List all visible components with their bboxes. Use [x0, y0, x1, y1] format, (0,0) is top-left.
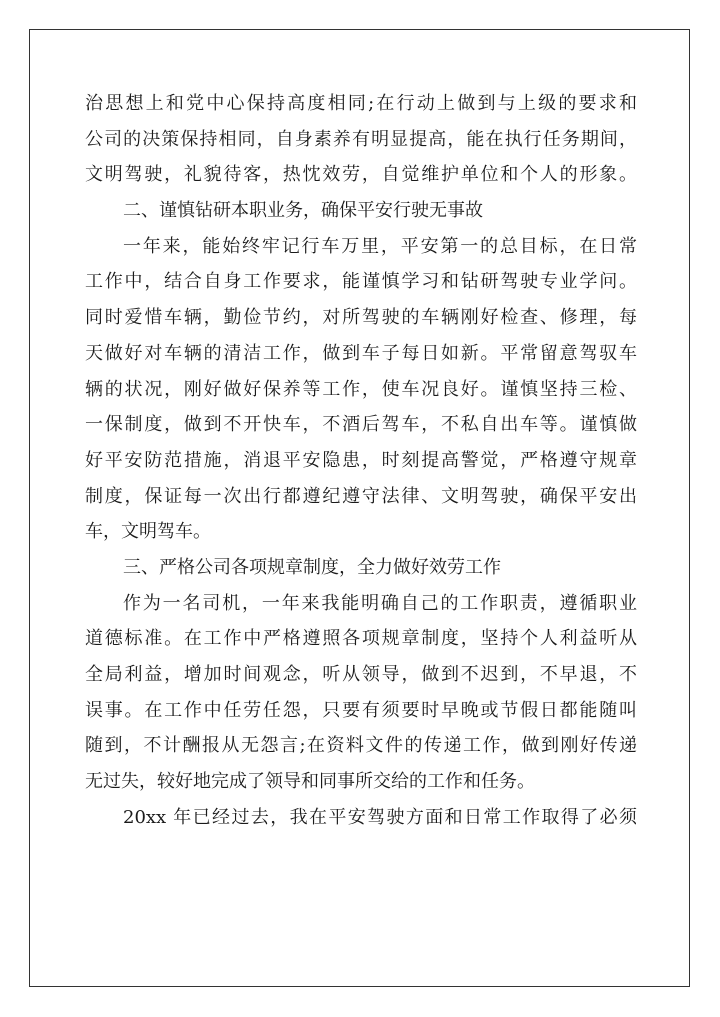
- text-line: 车，文明驾车。: [85, 521, 211, 543]
- text-line: 公司的决策保持相同，自身素养有明显提高，能在执行任务期间，: [85, 128, 637, 150]
- document-body: [85, 86, 637, 835]
- text-line: 二、谨慎钻研本职业务，确保平安行驶无事故: [123, 200, 483, 222]
- text-line: 辆的状况，刚好做好保养等工作，使车况良好。谨慎坚持三检、: [85, 378, 637, 400]
- text-line: 一保制度，做到不开快车，不酒后驾车，不私自出车等。谨慎做: [85, 414, 637, 436]
- text-line: 文明驾驶，礼貌待客，热忱效劳，自觉维护单位和个人的形象。: [85, 164, 637, 186]
- text-line: 工作中，结合自身工作要求，能谨慎学习和钻研驾驶专业学问。: [85, 271, 637, 293]
- text-line: 好平安防范措施，消退平安隐患，时刻提高警觉，严格遵守规章: [85, 449, 637, 471]
- text-line: 制度，保证每一次出行都遵纪遵守法律、文明驾驶，确保平安出: [85, 485, 637, 507]
- text-line: 作为一名司机，一年来我能明确自己的工作职责，遵循职业: [123, 592, 637, 614]
- text-line: 治思想上和党中心保持高度相同;在行动上做到与上级的要求和: [85, 93, 637, 114]
- text-line: 误事。在工作中任劳任怨，只要有须要时早晚或节假日都能随叫: [85, 699, 637, 721]
- text-line: 随到，不计酬报从无怨言;在资料文件的传递工作，做到刚好传递: [85, 735, 637, 757]
- text-line: 道德标准。在工作中严格遵照各项规章制度，坚持个人利益听从: [85, 628, 637, 650]
- text-line: 全局利益，增加时间观念，听从领导，做到不迟到，不早退，不: [85, 664, 637, 685]
- text-line: 一年来，能始终牢记行车万里，平安第一的总目标，在日常: [123, 235, 637, 257]
- text-line: 无过失，较好地完成了领导和同事所交给的工作和任务。: [85, 771, 535, 793]
- text-line: 天做好对车辆的清洁工作，做到车子每日如新。平常留意驾驭车: [85, 342, 637, 364]
- text-line: 三、严格公司各项规章制度，全力做好效劳工作: [123, 556, 501, 578]
- text-line: 同时爱惜车辆，勤俭节约，对所驾驶的车辆刚好检查、修理，每: [85, 307, 637, 329]
- text-line: 20xx 年已经过去，我在平安驾驶方面和日常工作取得了必须: [123, 806, 637, 828]
